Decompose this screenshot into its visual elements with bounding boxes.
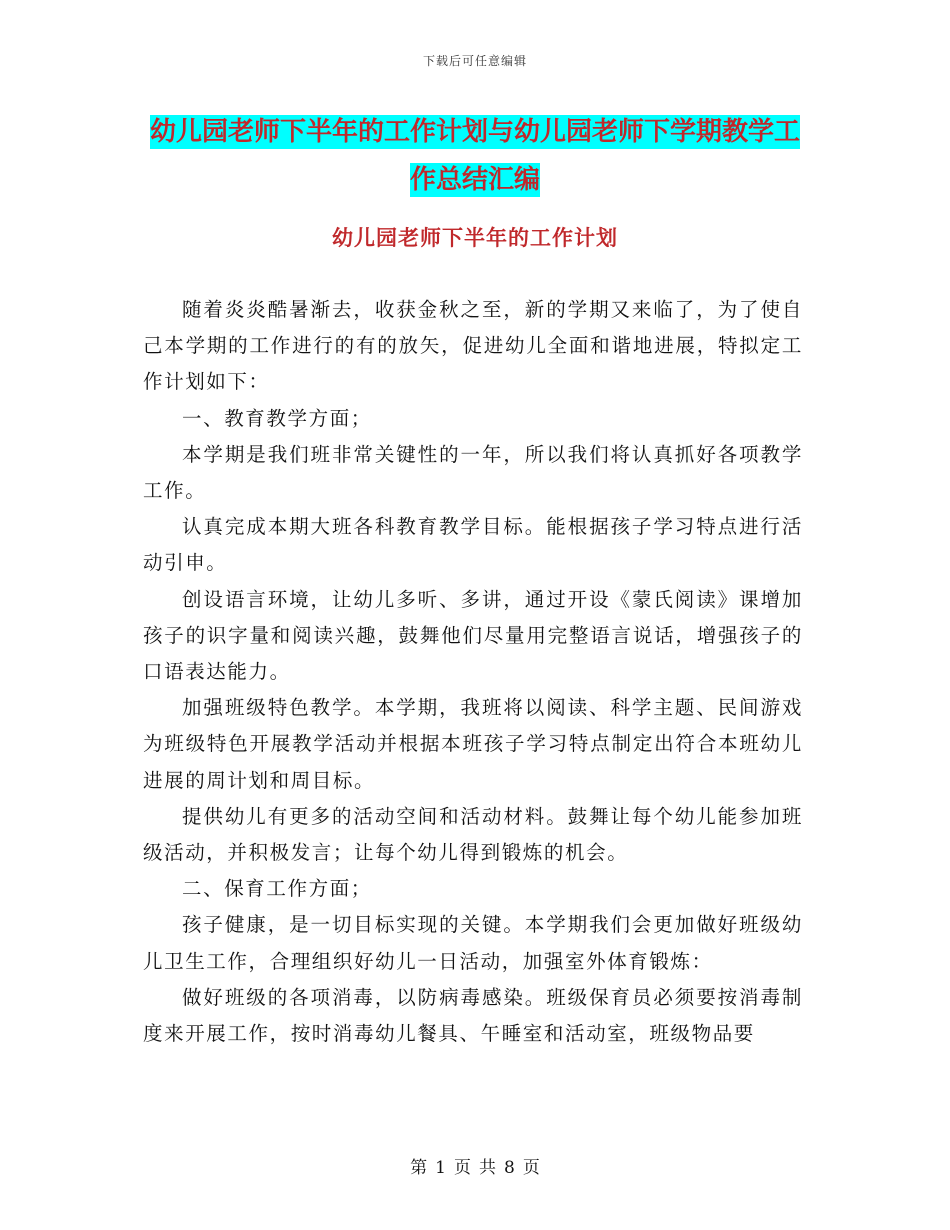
current-page-number: 1 xyxy=(435,1158,446,1178)
paragraph: 认真完成本期大班各科教育教学目标。能根据孩子学习特点进行活动引申。 xyxy=(143,515,803,575)
page-footer xyxy=(0,1153,950,1178)
paragraph: 创设语言环境，让幼儿多听、多讲，通过开设《蒙氏阅读》课增加孩子的识字量和阅读兴趣，鼓舞他们尽量用完整语言说话，增强孩子的口语表达能力。 xyxy=(143,587,803,684)
section-title: 幼儿园老师下半年的工作计划 xyxy=(332,226,618,250)
paragraph: 二、保育工作方面； xyxy=(182,877,372,901)
footer-label-page: 第 xyxy=(410,1158,428,1178)
paragraph: 孩子健康，是一切目标实现的关键。本学期我们会更加做好班级幼儿卫生工作，合理组织好幼儿一日活动，加强室外体育锻炼： xyxy=(143,913,803,973)
document-title-text: 幼儿园老师下半年的工作计划与幼儿园老师下学期教学工作总结汇编 xyxy=(149,117,800,195)
footer-label-unit: 页 xyxy=(454,1158,471,1178)
paragraph: 本学期是我们班非常关键性的一年，所以我们将认真抓好各项教学工作。 xyxy=(143,442,803,503)
footer-label-unit2: 页 xyxy=(522,1158,540,1178)
document-body xyxy=(143,292,803,1052)
paragraph: 随着炎炎酷暑渐去，收获金秋之至，新的学期又来临了，为了使自己本学期的工作进行的有的放矢，促进幼儿全面和谐地进展，特拟定工作计划如下： xyxy=(143,298,803,394)
header-note: 下载后可任意编辑 xyxy=(422,54,527,68)
document-title xyxy=(140,108,810,204)
paragraph: 提供幼儿有更多的活动空间和活动材料。鼓舞让每个幼儿能参加班级活动，并积极发言；让每个幼儿得到锻炼的机会。 xyxy=(143,804,803,865)
paragraph: 做好班级的各项消毒，以防病毒感染。班级保育员必须要按消毒制度来开展工作，按时消毒幼儿餐具、午睡室和活动室，班级物品要 xyxy=(143,985,803,1046)
total-page-number: 8 xyxy=(504,1158,515,1178)
paragraph: 加强班级特色教学。本学期，我班将以阅读、科学主题、民间游戏为班级特色开展教学活动并根据本班孩子学习特点制定出符合本班幼儿进展的周计划和周目标。 xyxy=(143,696,803,792)
paragraph: 一、教育教学方面； xyxy=(182,406,372,430)
footer-label-total: 共 xyxy=(479,1158,496,1178)
